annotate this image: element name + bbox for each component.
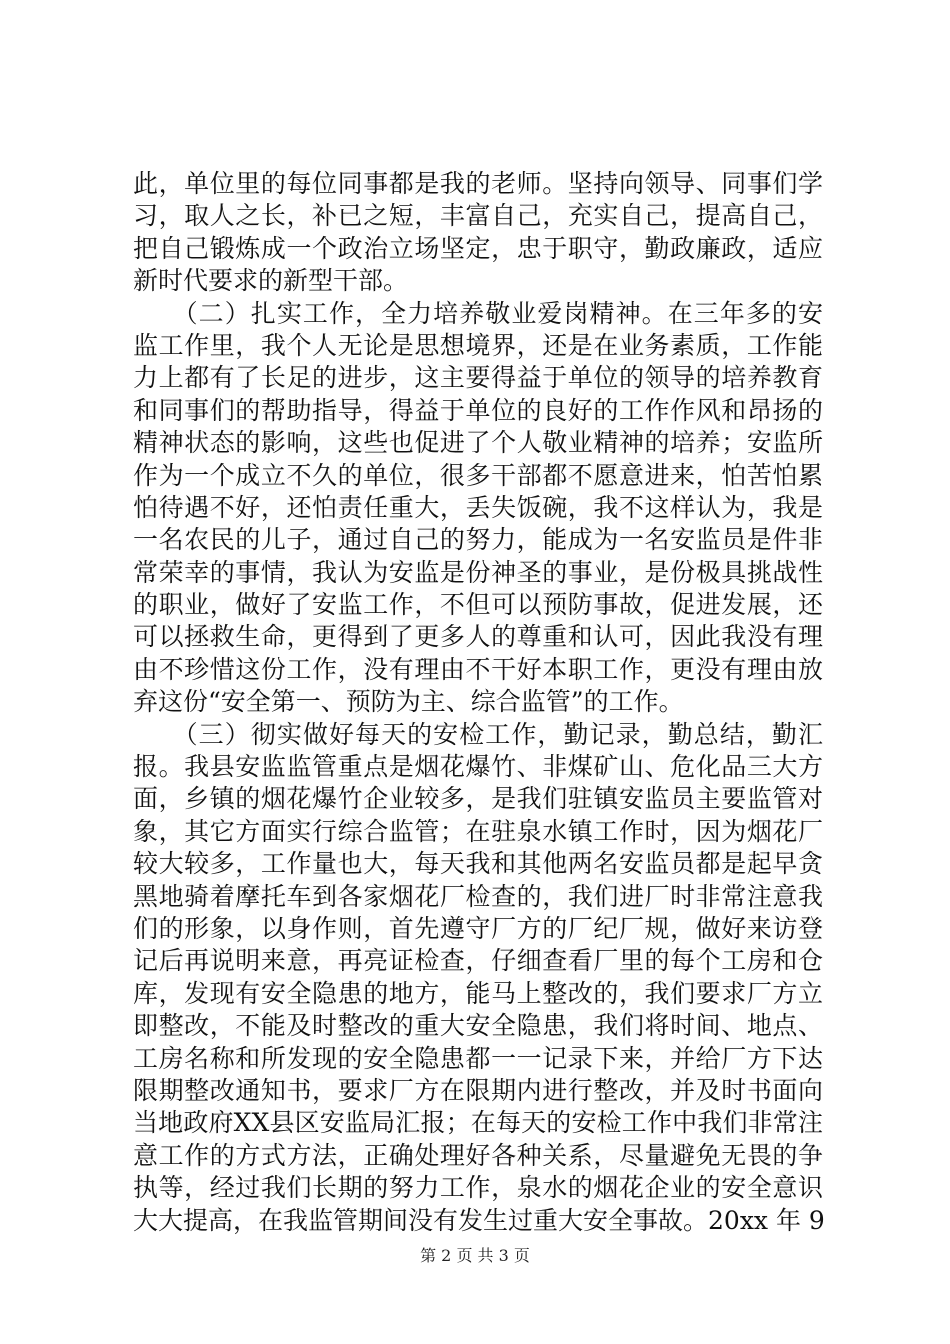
text-line: 常荣幸的事情，我认为安监是份神圣的事业，是份极具挑战性 — [133, 557, 823, 587]
text-line: 新时代要求的新型干部。 — [133, 266, 409, 296]
text-line: 们的形象，以身作则，首先遵守厂方的厂纪厂规，做好来访登 — [133, 913, 823, 943]
text-line: 工房名称和所发现的安全隐患都一一记录下来，并给厂方下达 — [133, 1043, 823, 1073]
text-line: 即整改，不能及时整改的重大安全隐患，我们将时间、地点、 — [133, 1011, 823, 1041]
text-line: 象，其它方面实行综合监管；在驻泉水镇工作时，因为烟花厂 — [133, 816, 823, 846]
text-line: 当地政府XX县区安监局汇报；在每天的安检工作中我们非常注 — [133, 1108, 823, 1138]
text-line: 由不珍惜这份工作，没有理由不干好本职工作，更没有理由放 — [133, 654, 823, 684]
text-line: 记后再说明来意，再亮证检查，仔细查看厂里的每个工房和仓 — [133, 946, 823, 976]
text-line: 监工作里，我个人无论是思想境界，还是在业务素质，工作能 — [133, 330, 823, 360]
text-line: 和同事们的帮助指导，得益于单位的良好的工作作风和昂扬的 — [133, 395, 823, 425]
text-line: 精神状态的影响，这些也促进了个人敬业精神的培养；安监所 — [133, 428, 823, 458]
text-line: 报。我县安监监管重点是烟花爆竹、非煤矿山、危化品三大方 — [133, 752, 823, 782]
text-line: 把自己锻炼成一个政治立场坚定，忠于职守，勤政廉政，适应 — [133, 233, 823, 263]
text-line: 作为一个成立不久的单位，很多干部都不愿意进来，怕苦怕累 — [133, 460, 823, 490]
text-line: 面，乡镇的烟花爆竹企业较多，是我们驻镇安监员主要监管对 — [133, 784, 823, 814]
text-line: 大大提高，在我监管期间没有发生过重大安全事故。20xx 年 9 — [133, 1205, 825, 1235]
body-text — [133, 168, 823, 1237]
text-line: 力上都有了长足的进步，这主要得益于单位的领导的培养教育 — [133, 363, 823, 393]
text-line: 库，发现有安全隐患的地方，能马上整改的，我们要求厂方立 — [133, 978, 823, 1008]
text-line: 习，取人之长，补已之短，丰富自己，充实自己，提高自己， — [133, 201, 823, 231]
text-line: （二）扎实工作，全力培养敬业爱岗精神。在三年多的安 — [133, 298, 823, 328]
text-line: 弃这份“安全第一、预防为主、综合监管”的工作。 — [133, 687, 684, 717]
text-line: 怕待遇不好，还怕责任重大，丢失饭碗，我不这样认为，我是 — [133, 492, 823, 522]
text-line: 的职业，做好了安监工作，不但可以预防事故，促进发展，还 — [133, 590, 823, 620]
text-line: （三）彻实做好每天的安检工作，勤记录，勤总结，勤汇 — [133, 719, 823, 749]
text-line: 意工作的方式方法，正确处理好各种关系，尽量避免无畏的争 — [133, 1140, 823, 1170]
text-line: 黑地骑着摩托车到各家烟花厂检查的，我们进厂时非常注意我 — [133, 881, 823, 911]
text-line: 一名农民的儿子，通过自己的努力，能成为一名安监员是件非 — [133, 525, 823, 555]
text-line: 较大较多，工作量也大，每天我和其他两名安监员都是起早贪 — [133, 849, 823, 879]
page-number-footer: 第 2 页 共 3 页 — [420, 1246, 530, 1265]
text-line: 执等，经过我们长期的努力工作，泉水的烟花企业的安全意识 — [133, 1173, 823, 1203]
text-line: 可以拯救生命，更得到了更多人的尊重和认可，因此我没有理 — [133, 622, 823, 652]
text-line: 限期整改通知书，要求厂方在限期内进行整改，并及时书面向 — [133, 1075, 823, 1105]
text-line: 此，单位里的每位同事都是我的老师。坚持向领导、同事们学 — [133, 169, 823, 198]
